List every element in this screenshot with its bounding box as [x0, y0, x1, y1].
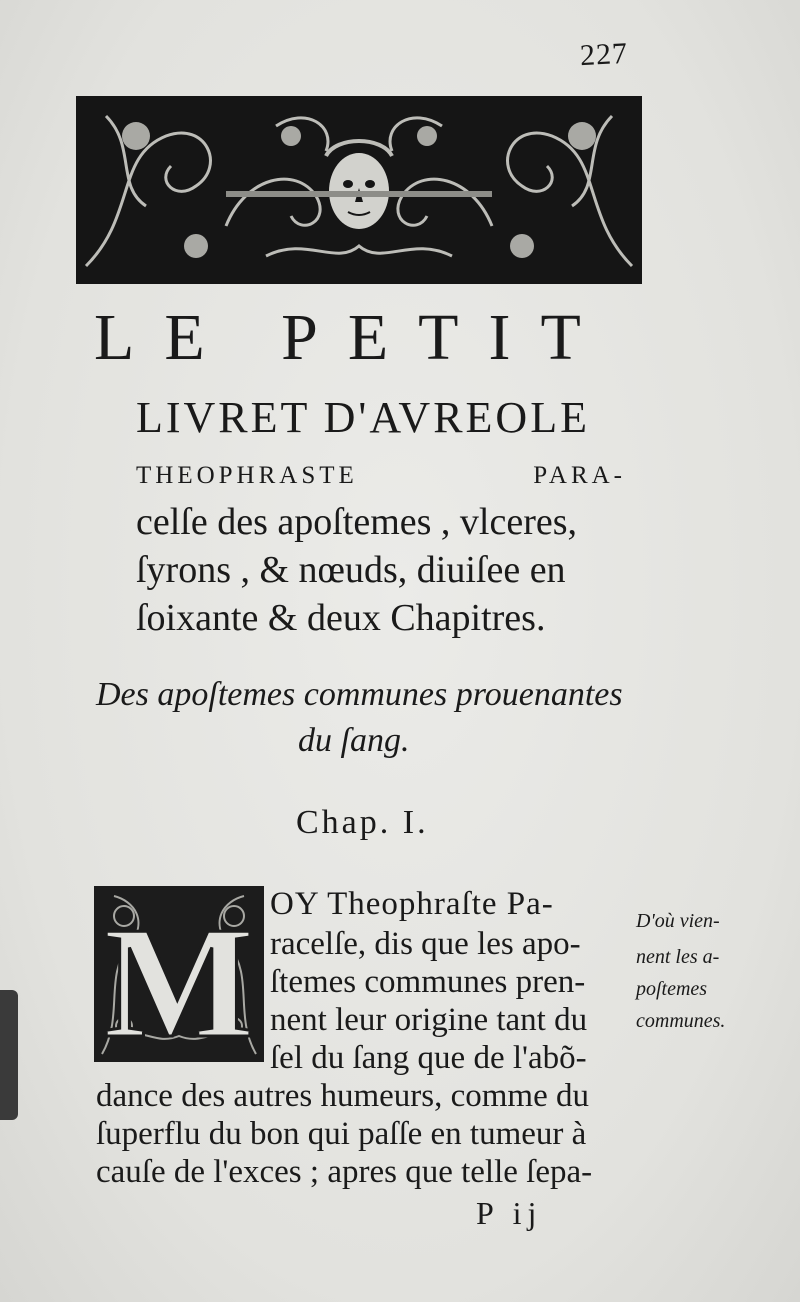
signature-mark: P ij — [476, 1195, 543, 1231]
body-line-8: cauſe de l'exces ; apres que telle ſepa- — [96, 1154, 593, 1190]
subtitle-line-2: du ſang. — [298, 722, 410, 759]
title-line-2: LIVRET D'AVREOLE — [136, 393, 590, 442]
title-line-4: celſe des apoſtemes , vlceres, — [136, 501, 578, 543]
margin-note-line-3: poſtemes — [636, 978, 708, 1000]
body-line-4: nent leur origine tant du — [270, 1002, 588, 1038]
margin-note-line-1: D'où vien- — [636, 910, 720, 932]
title-line-6: ſoixante & deux Chapitres. — [136, 597, 546, 639]
body-line-5: ſel du ſang que de l'abõ- — [270, 1040, 587, 1076]
decorated-initial-engraving — [94, 886, 264, 1062]
page-number: 227 — [579, 36, 629, 73]
title-line-5: ſyrons , & nœuds, diuiſee en — [136, 549, 566, 591]
body-line-3: ſtemes communes pren- — [270, 964, 586, 1000]
decorated-initial — [94, 886, 264, 1062]
binding-edge — [0, 990, 18, 1120]
title-line-3-right: PARA- — [533, 462, 626, 489]
title-line-1: LE PETIT — [94, 301, 611, 374]
body-line-2: racelſe, dis que les apo- — [270, 926, 581, 962]
body-line-1: OY Theophraſte Pa- — [270, 886, 554, 922]
title-line-3 — [136, 462, 626, 490]
margin-note-line-2: nent les a- — [636, 946, 720, 968]
headpiece-engraving — [76, 96, 642, 284]
margin-note-line-4: communes. — [636, 1010, 726, 1032]
body-line-6: dance des autres humeurs, comme du — [96, 1078, 590, 1114]
subtitle-line-1: Des apoſtemes communes prouenantes — [96, 676, 623, 713]
chapter-heading: Chap. I. — [296, 804, 429, 841]
initial-letter: M — [103, 893, 255, 1062]
body-line-7: ſuperflu du bon qui paſſe en tumeur à — [96, 1116, 587, 1152]
ornamental-headpiece — [76, 96, 642, 284]
title-line-3-left: THEOPHRASTE — [136, 462, 358, 489]
